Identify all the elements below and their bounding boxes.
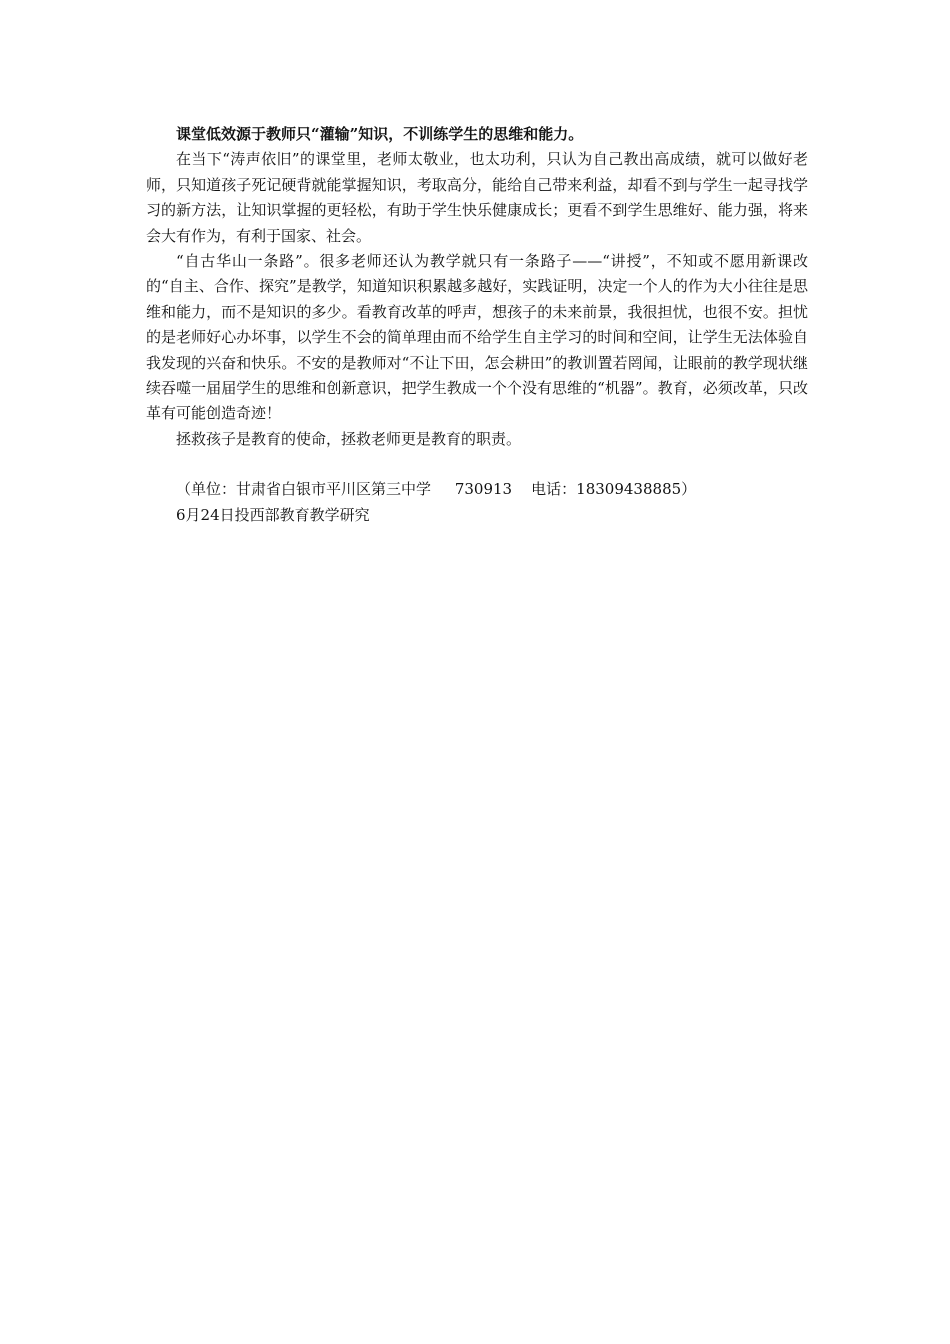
blank-line [146,452,808,477]
paragraph-2: “自古华山一条路”。很多老师还认为教学就只有一条路子——“讲授”，不知或不愿用新课改的“自主、合作、探究”是教学，知道知识积累越多越好，实践证明，决定一个人的作为大小往往是思维和能力，而不是知识的多少。看教育改革的呼声，想孩子的未来前景，我很担忧，也很不安。担忧的是老师好心办坏事，以学生不会的简单理由而不给学生自主学习的时间和空间，让学生无法体验自我发现的兴奋和快乐。不安的是教师对“不让下田，怎会耕田”的教训置若罔闻，让眼前的教学现状继续吞噬一届届学生的思维和创新意识，把学生教成一个个没有思维的“机器”。教育，必须改革，只改革有可能创造奇迹！ [146,252,808,423]
author-affiliation: （单位：甘肃省白银市平川区第三中学 730913 电话：18309438885） [176,480,697,499]
submission-note: 6月24日投西部教育教学研究 [176,505,370,524]
article-heading: 课堂低效源于教师只“灌输”知识，不训练学生的思维和能力。 [176,125,584,143]
paragraph-1: 在当下“涛声依旧”的课堂里，老师太敬业，也太功利，只认为自己教出高成绩，就可以做好老师，只知道孩子死记硬背就能掌握知识，考取高分，能给自己带来利益，却看不到与学生一起寻找学习的新方法，让知识掌握的更轻松，有助于学生快乐健康成长；更看不到学生思维好、能力强，将来会大有作为，有利于国家、社会。 [146,150,808,245]
paragraph-3: 拯救孩子是教育的使命，拯救老师更是教育的职责。 [176,429,522,448]
document-body [146,122,808,528]
